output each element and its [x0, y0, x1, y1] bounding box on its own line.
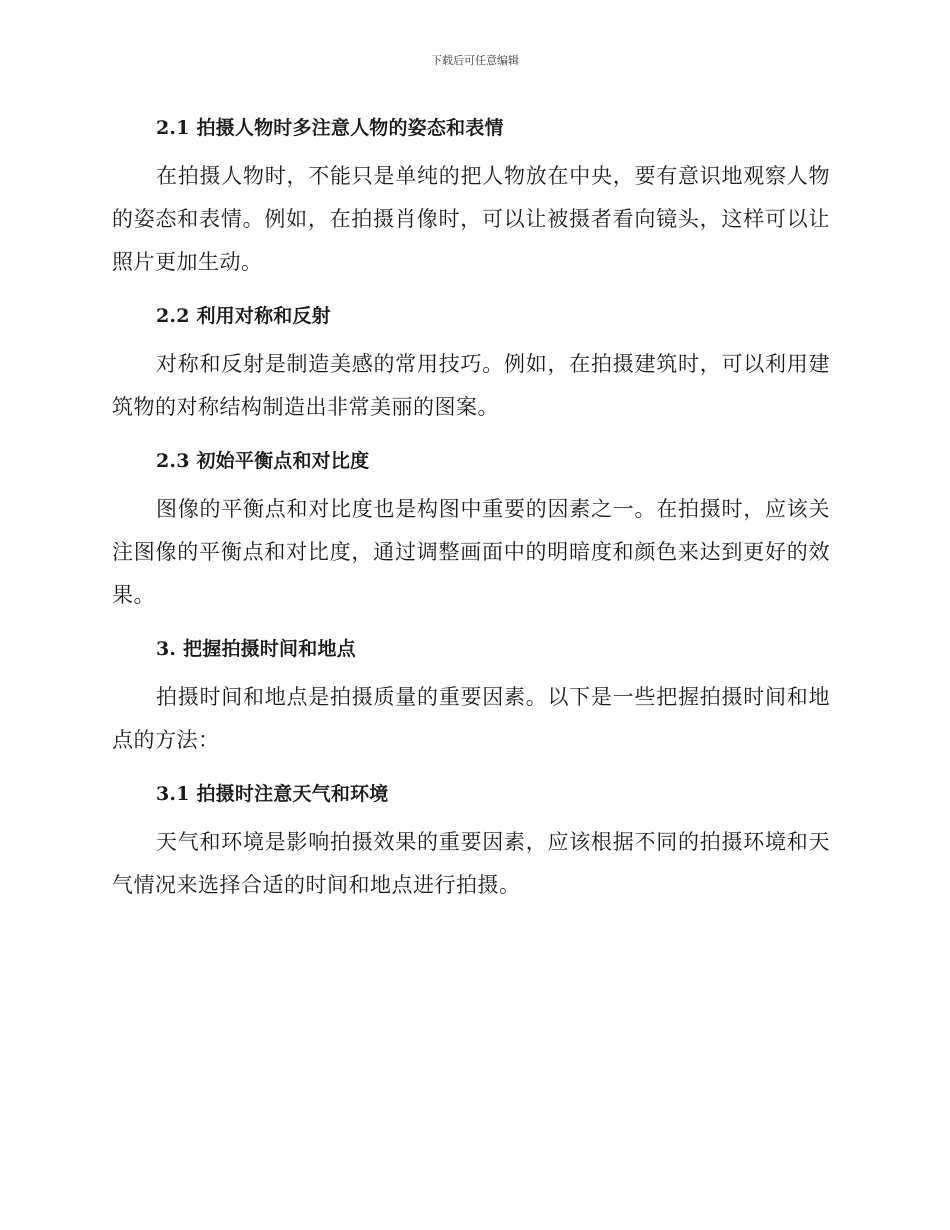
- page-header: 下载后可任意编辑: [431, 54, 519, 67]
- section-heading-3: 3. 把握拍摄时间和地点: [156, 638, 356, 660]
- section-heading-3-1: 3.1 拍摄时注意天气和环境: [156, 783, 389, 805]
- section-paragraph-2-2: 对称和反射是制造美感的常用技巧。例如，在拍摄建筑时，可以利用建筑物的对称结构制造出非常美丽的图案。: [112, 352, 830, 419]
- section-heading-2-2: 2.2 利用对称和反射: [156, 305, 331, 327]
- section-paragraph-3-1: 天气和环境是影响拍摄效果的重要因素，应该根据不同的拍摄环境和天气情况来选择合适的时间和地点进行拍摄。: [112, 830, 830, 897]
- section-paragraph-2-1: 在拍摄人物时，不能只是单纯的把人物放在中央，要有意识地观察人物的姿态和表情。例如，在拍摄肖像时，可以让被摄者看向镜头，这样可以让照片更加生动。: [112, 164, 830, 274]
- document-body: [112, 108, 830, 919]
- section-heading-2-1: 2.1 拍摄人物时多注意人物的姿态和表情: [156, 117, 504, 139]
- section-paragraph-3: 拍摄时间和地点是拍摄质量的重要因素。以下是一些把握拍摄时间和地点的方法：: [112, 685, 830, 752]
- section-heading-2-3: 2.3 初始平衡点和对比度: [156, 450, 370, 472]
- section-paragraph-2-3: 图像的平衡点和对比度也是构图中重要的因素之一。在拍摄时，应该关注图像的平衡点和对比度，通过调整画面中的明暗度和颜色来达到更好的效果。: [112, 497, 830, 607]
